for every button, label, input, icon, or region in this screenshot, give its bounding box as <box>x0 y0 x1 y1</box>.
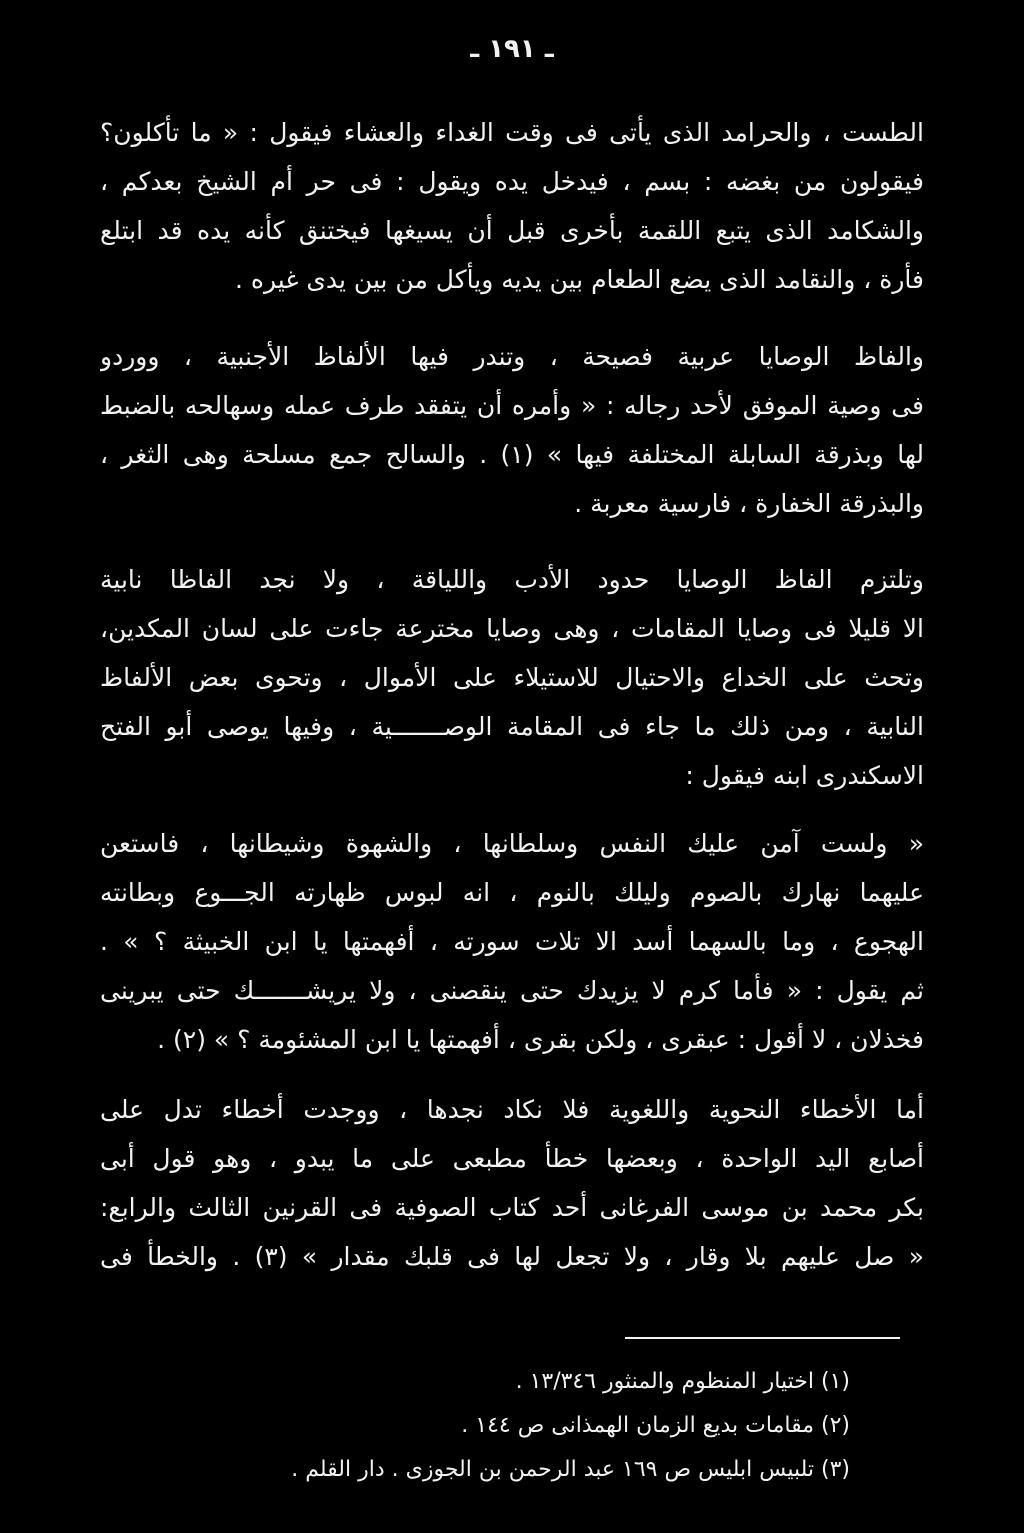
text-line: وتلتزم الفاظ الوصايا حدود الأدب واللياقة ، ولا نجد الفاظا نابية <box>100 565 924 594</box>
text-line: أصابع اليد الواحدة ، وبعضها خطأ مطبعى على ما يبدو ، وهو قول أبى <box>100 1144 924 1173</box>
text-line: والفاظ الوصايا عربية فصيحة ، وتندر فيها الألفاظ الأجنبية ، ووردو <box>100 342 924 371</box>
text-line: فأرة ، والنقامد الذى يضع الطعام بين يديه ويأكل من بين يدى غيره . <box>234 265 924 294</box>
footnote: (١) اختيار المنظوم والمنثور ١٣/٣٤٦ . <box>515 1369 850 1394</box>
text-line: « صل عليهم بلا وقار ، ولا تجعل لها فى قلبك مقدار » (٣) . والخطأ فى <box>100 1242 924 1271</box>
paragraph-4 <box>100 819 924 1064</box>
text-line: أما الأخطاء النحوية واللغوية فلا نكاد نجدها ، ووجدت أخطاء تدل على <box>100 1095 924 1124</box>
paragraph-3 <box>100 555 924 800</box>
page-number: ـ ١٩١ ـ <box>470 34 554 64</box>
text-line: عليهما نهارك بالصوم وليلك بالنوم ، انه لبوس ظهارته الجـــوع وبطانته <box>100 878 924 907</box>
text-line: وتحث على الخداع والاحتيال للاستيلاء على الأموال ، وتحوى بعض الألفاظ <box>100 663 924 692</box>
text-line: فيقولون من بغضه : بسم ، فيدخل يده ويقول : فى حر أم الشيخ بعدكم ، <box>100 167 924 196</box>
text-line: بكر محمد بن موسى الفرغانى أحد كتاب الصوفية فى القرنين الثالث والرابع: <box>100 1193 924 1222</box>
text-line: فى وصية الموفق لأحد رجاله : « وأمره أن يتفقد طرف عمله وسهالحه بالضبط <box>100 391 924 420</box>
text-line: والبذرقة الخفارة ، فارسية معربة . <box>574 489 924 518</box>
text-line: الهجوع ، وما بالسهما أسد الا تلات سورته ، أفهمتها يا ابن الخبيثة ؟ » . <box>100 927 924 956</box>
footnote-separator <box>625 1337 900 1339</box>
footnote: (٣) تلبيس ابليس ص ١٦٩ عبد الرحمن بن الجوزى . دار القلم . <box>291 1457 850 1482</box>
paragraph-1 <box>100 108 924 304</box>
text-line: الا قليلا فى وصايا المقامات ، وهى وصايا مخترعة جاءت على لسان المكدين، <box>100 614 924 643</box>
text-line: النابية ، ومن ذلك ما جاء فى المقامة الوصـــــــية ، وفيها يوصى أبو الفتح <box>100 712 924 741</box>
footnotes <box>150 1360 850 1492</box>
text-line: الاسكندرى ابنه فيقول : <box>685 761 924 790</box>
paragraph-2 <box>100 332 924 528</box>
text-line: الطست ، والحرامد الذى يأتى فى وقت الغداء والعشاء فيقول : « ما تأكلون؟ <box>100 118 924 147</box>
paragraph-5 <box>100 1085 924 1281</box>
text-line: والشكامد الذى يتبع اللقمة بأخرى قبل أن يسيغها فيختنق كأنه يده قد ابتلع <box>100 216 924 245</box>
text-line: ثم يقول : « فأما كرم لا يزيدك حتى ينقصنى ، ولا يريشـــــــك حتى يبرينى <box>100 976 924 1005</box>
text-line: « ولست آمن عليك النفس وسلطانها ، والشهوة وشيطانها ، فاستعن <box>100 829 924 858</box>
text-line: لها وبذرقة السابلة المختلفة فيها » (١) . والسالح جمع مسلحة وهى الثغر ، <box>100 440 924 469</box>
text-line: فخذلان ، لا أقول : عبقرى ، ولكن بقرى ، أفهمتها يا ابن المشئومة ؟ » (٢) . <box>157 1025 924 1054</box>
footnote: (٢) مقامات بديع الزمان الهمذانى ص ١٤٤ . <box>461 1413 850 1438</box>
